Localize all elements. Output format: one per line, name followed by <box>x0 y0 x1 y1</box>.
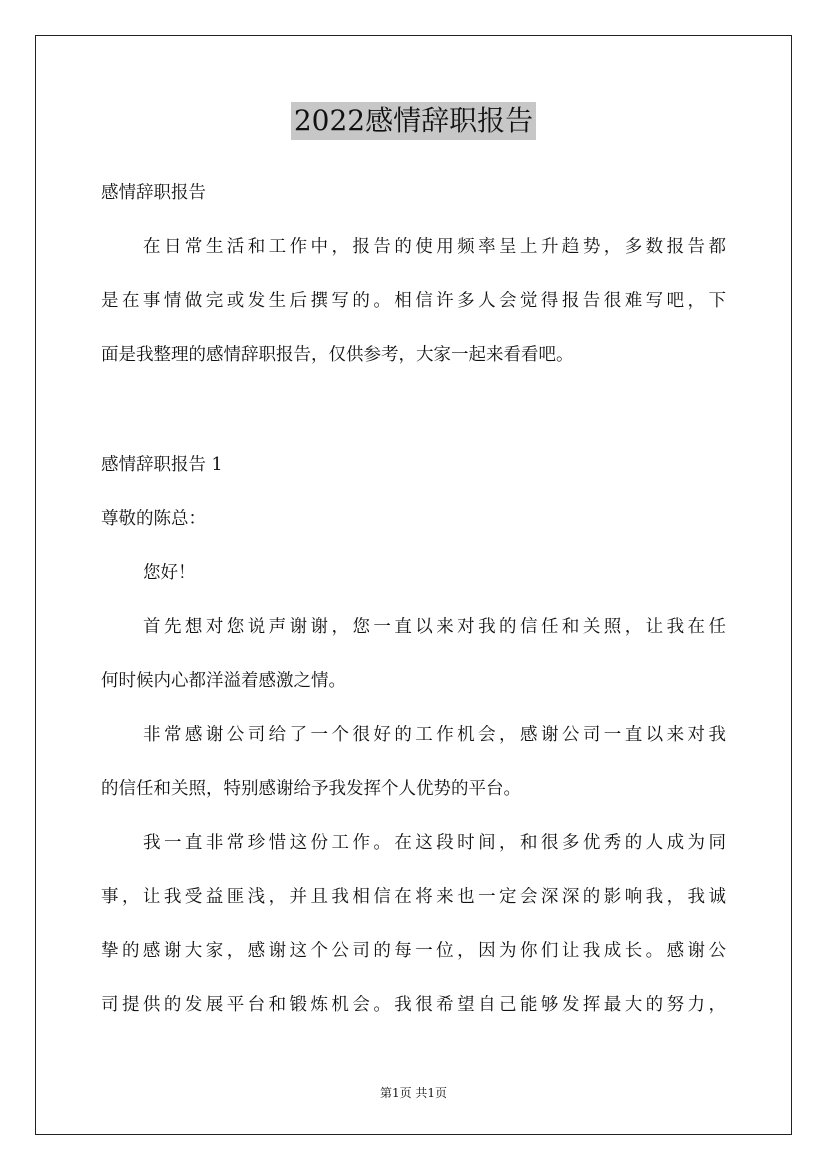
document-title-wrap <box>0 102 827 140</box>
section-heading: 感情辞职报告 1 <box>101 455 223 475</box>
salutation: 尊敬的陈总： <box>101 509 206 529</box>
paragraph-line: 首先想对您说声谢谢，您一直以来对我的信任和关照，让我在任 <box>143 617 726 637</box>
paragraph-line: 面是我整理的感情辞职报告，仅供参考，大家一起来看看吧。 <box>101 345 574 365</box>
greeting: 您好！ <box>143 563 196 583</box>
paragraph-line: 事，让我受益匪浅，并且我相信在将来也一定会深深的影响我，我诚 <box>101 887 726 907</box>
paragraph-line: 挚的感谢大家，感谢这个公司的每一位，因为你们让我成长。感谢公 <box>101 941 726 961</box>
document-title: 2022感情辞职报告 <box>291 102 536 140</box>
paragraph-line: 在日常生活和工作中，报告的使用频率呈上升趋势，多数报告都 <box>143 237 726 257</box>
page-footer: 第1页 共1页 <box>379 1086 448 1100</box>
paragraph-line: 非常感谢公司给了一个很好的工作机会，感谢公司一直以来对我 <box>143 725 726 745</box>
paragraph-line: 司提供的发展平台和锻炼机会。我很希望自己能够发挥最大的努力， <box>101 995 726 1015</box>
paragraph-line: 是在事情做完或发生后撰写的。相信许多人会觉得报告很难写吧，下 <box>101 291 726 311</box>
paragraph-line: 的信任和关照，特别感谢给予我发挥个人优势的平台。 <box>101 779 521 799</box>
section-heading: 感情辞职报告 <box>101 183 206 203</box>
paragraph-line: 何时候内心都洋溢着感激之情。 <box>101 671 346 691</box>
paragraph-line: 我一直非常珍惜这份工作。在这段时间，和很多优秀的人成为同 <box>143 833 726 853</box>
